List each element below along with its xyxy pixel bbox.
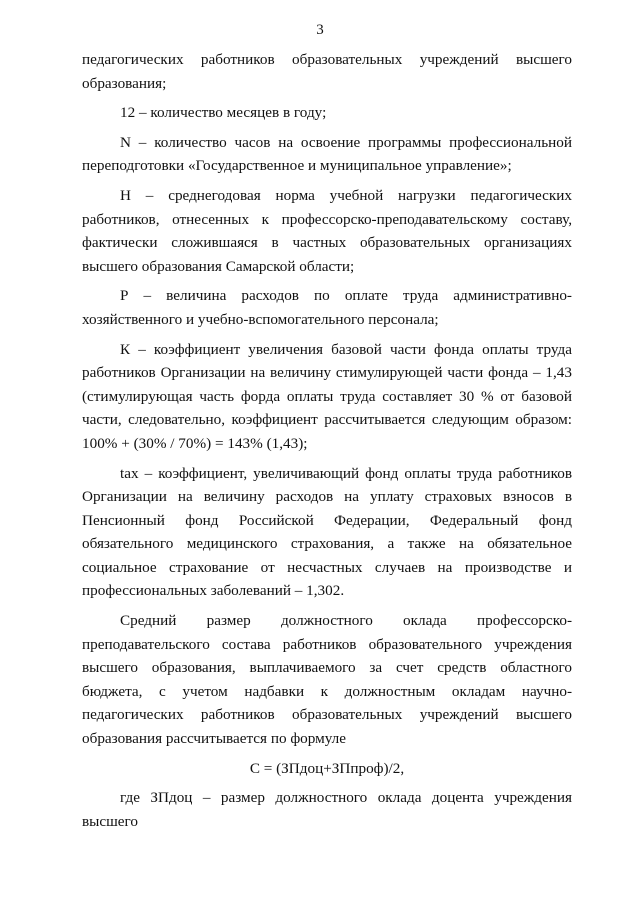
paragraph: Н – среднегодовая норма учебной нагрузки педагогических работников, отнесенных к профессорско-преподавательскому составу, фактически сложившаяся в частных образовательных организациях высшего образования Самарской области; xyxy=(82,186,572,275)
paragraph: Р – величина расходов по оплате труда административно-хозяйственного и учебно-вспомогательного персонала; xyxy=(82,287,572,328)
paragraph: К – коэффициент увеличения базовой части фонда оплаты труда работников Организации на величину стимулирующей части фонда – 1,43 (стимулирующая часть форда оплаты труда составляет 30 % от базовой части, следовательно, коэффициент рассчитывается следующим образом: 100% + (30% / 70%) = 143% (1,43); xyxy=(82,340,572,452)
document-body xyxy=(82,48,572,839)
page-number: 3 xyxy=(316,22,324,38)
paragraph: Средний размер должностного оклада профессорско-преподавательского состава работников образовательного учреждения высшего образования, выплачиваемого за счет средств областного бюджета, с учетом надбавки к должностным окладам научно-педагогических работников образовательных учреждений высшего образования рассчитывается по формуле xyxy=(82,612,572,748)
paragraph: педагогических работников образовательных учреждений высшего образования; xyxy=(82,51,572,92)
paragraph: N – количество часов на освоение программы профессиональной переподготовки «Государственное и муниципальное управление»; xyxy=(82,133,572,175)
paragraph: tax – коэффициент, увеличивающий фонд оплаты труда работников Организации на величину расходов на уплату страховых взносов в Пенсионный фонд Российской Федерации, Федеральный фонд обязательного медицинского страхования, а также на обязательное социальное страхование от несчастных случаев на производстве и профессиональных заболеваний – 1,302. xyxy=(82,464,572,600)
paragraph: 12 – количество месяцев в году; xyxy=(120,104,327,122)
formula: С = (ЗПдоц+ЗПпроф)/2, xyxy=(249,759,405,777)
paragraph-continuation: где ЗПдоц – размер должностного оклада доцента учреждения высшего xyxy=(82,789,572,830)
